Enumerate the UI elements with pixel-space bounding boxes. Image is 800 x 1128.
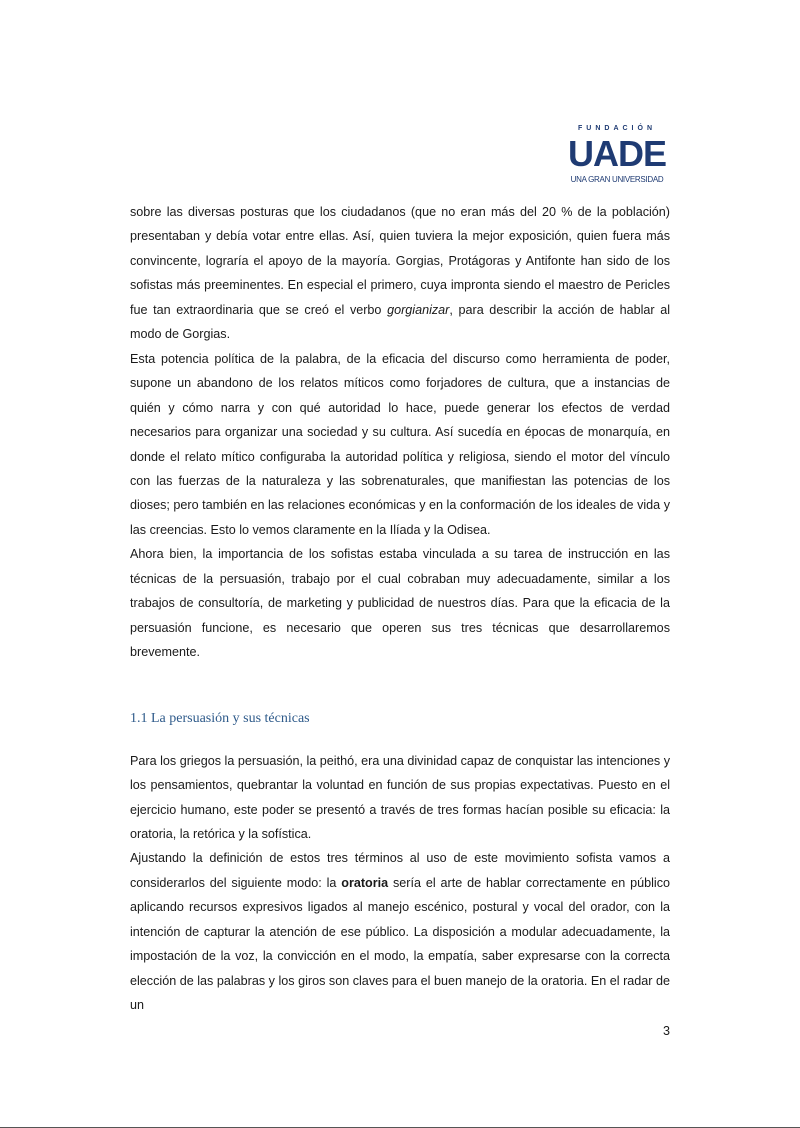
document-body bbox=[130, 200, 670, 1018]
logo-main: UADE bbox=[567, 133, 666, 174]
paragraph-2: Esta potencia política de la palabra, de la eficacia del discurso como herramienta de poder, supone un abandono de los relatos míticos como forjadores de cultura, que a instancias de quién y cómo narra y con qué autoridad lo hace, puede generar los efectos de verdad necesarios para organizar una sociedad y su cultura. Así sucedía en épocas de monarquía, en donde el relato mítico configuraba la autoridad política y religiosa, siendo el motor del vínculo con las fuerzas de la naturaleza y las sobrenaturales, que manifiestan las potencias de los dioses; pero también en las relaciones económicas y en la conformación de los ideales de vida y las creencias. Esto lo vemos claramente en la Ilíada y la Odisea. bbox=[130, 351, 670, 537]
page-number: 3 bbox=[662, 1023, 670, 1038]
logo-sub: UNA GRAN UNIVERSIDAD bbox=[570, 175, 664, 184]
section-heading: 1.1 La persuasión y sus técnicas bbox=[130, 710, 310, 726]
logo-top: FUNDACIÓN bbox=[578, 125, 656, 132]
paragraph-4: Para los griegos la persuasión, la peithó, era una divinidad capaz de conquistar las intenciones y los pensamientos, quebrantar la voluntad en función de sus propias expectativas. Puesto en el ejercicio humano, este poder se presentó a través de tres formas hacían posible su eficacia: la oratoria, la retórica y la sofística. bbox=[130, 753, 670, 841]
content-flow bbox=[130, 200, 670, 1040]
italic-term: gorgianizar bbox=[387, 302, 450, 317]
paragraph-5 bbox=[130, 846, 670, 1017]
text: sobre las diversas posturas que los ciudadanos (que no eran más del 20 % de la población) presentaban y debía votar entre ellas. Así, quien tuviera la mejor exposición, quien fuera más convincente, lograría el apoyo de la mayoría. Gorgias, Protágoras y Antifonte han sido de los sofistas más preeminentes. En especial el primero, cuya impronta siendo el maestro de Pericles fue tan extraordinaria que se creó el verbo bbox=[130, 205, 670, 317]
uade-logo bbox=[562, 124, 672, 185]
bold-term: oratoria bbox=[341, 875, 389, 890]
paragraph-3: Ahora bien, la importancia de los sofistas estaba vinculada a su tarea de instrucción en las técnicas de la persuasión, trabajo por el cual cobraban muy adecuadamente, similar a los trabajos de consultoría, de marketing y publicidad de nuestros días. Para que la eficacia de la persuasión funcione, es necesario que operen sus tres técnicas que desarrollaremos brevemente. bbox=[130, 547, 670, 660]
text: sería el arte de hablar correctamente en público aplicando recursos expresivos ligados al manejo escénico, postural y vocal del orador, con la intención de capturar la atención de ese público. La disposición a modular adecuadamente, la impostación de la voz, la convicción en el modo, la empatía, saber expresarse con la correcta elección de las palabras y los giros son claves para el buen manejo de la oratoria. En el radar de un bbox=[130, 875, 670, 1013]
text: , para describir la acción de hablar al modo de Gorgias. bbox=[130, 302, 671, 342]
text: Ajustando la definición de estos tres términos al uso de este movimiento sofista vamos a considerarlos del siguiente modo: la bbox=[130, 851, 670, 890]
paragraph-1 bbox=[130, 200, 670, 347]
